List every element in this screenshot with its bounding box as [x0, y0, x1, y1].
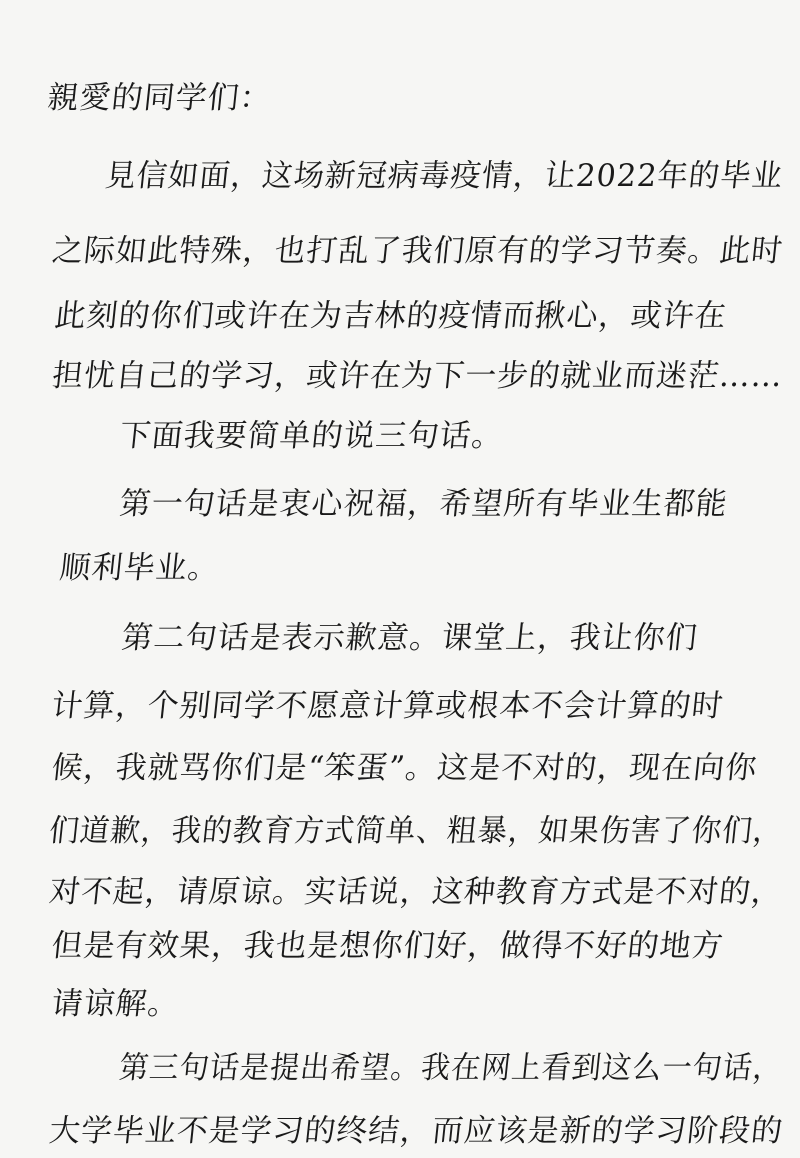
letter-line: 但是有效果，我也是想你们好，做得不好的地方	[49, 928, 726, 964]
letter-line: 之际如此特殊，也打乱了我们原有的学习节奏。此时	[50, 233, 786, 269]
letter-line: 此刻的你们或许在为吉林的疫情而揪心，或许在	[52, 298, 729, 334]
letter-line: 見信如面，这场新冠病毒疫情，让2022年的毕业	[103, 158, 785, 194]
letter-line: 计算，个别同学不愿意计算或根本不会计算的时	[49, 688, 726, 724]
letter-line: 担忧自己的学习，或许在为下一步的就业而迷茫……	[50, 358, 786, 394]
letter-line: 第一句话是衷心祝福，希望所有毕业生都能	[117, 486, 730, 522]
letter-line: 第二句话是表示歉意。课堂上，我让你们	[119, 620, 700, 656]
letter-line: 对不起，请原谅。实话说，这种教育方式是不对的，	[47, 874, 785, 910]
letter-line: 们道歉，我的教育方式简单、粗暴，如果伤害了你们，	[47, 813, 786, 849]
letter-line: 下面我要简单的说三句话。	[117, 418, 506, 454]
letter-line: 顺利毕业。	[57, 550, 222, 586]
letter-line: 第三句话是提出希望。我在网上看到这么一句话，	[117, 1050, 786, 1086]
letter-line: 候，我就骂你们是“笨蛋”。这是不对的，现在向你	[49, 750, 760, 786]
salutation: 親愛的同学们：	[45, 80, 274, 116]
letter-line: 请谅解。	[49, 986, 182, 1022]
letter-line: 大学毕业不是学习的终结，而应该是新的学习阶段的	[47, 1113, 785, 1149]
